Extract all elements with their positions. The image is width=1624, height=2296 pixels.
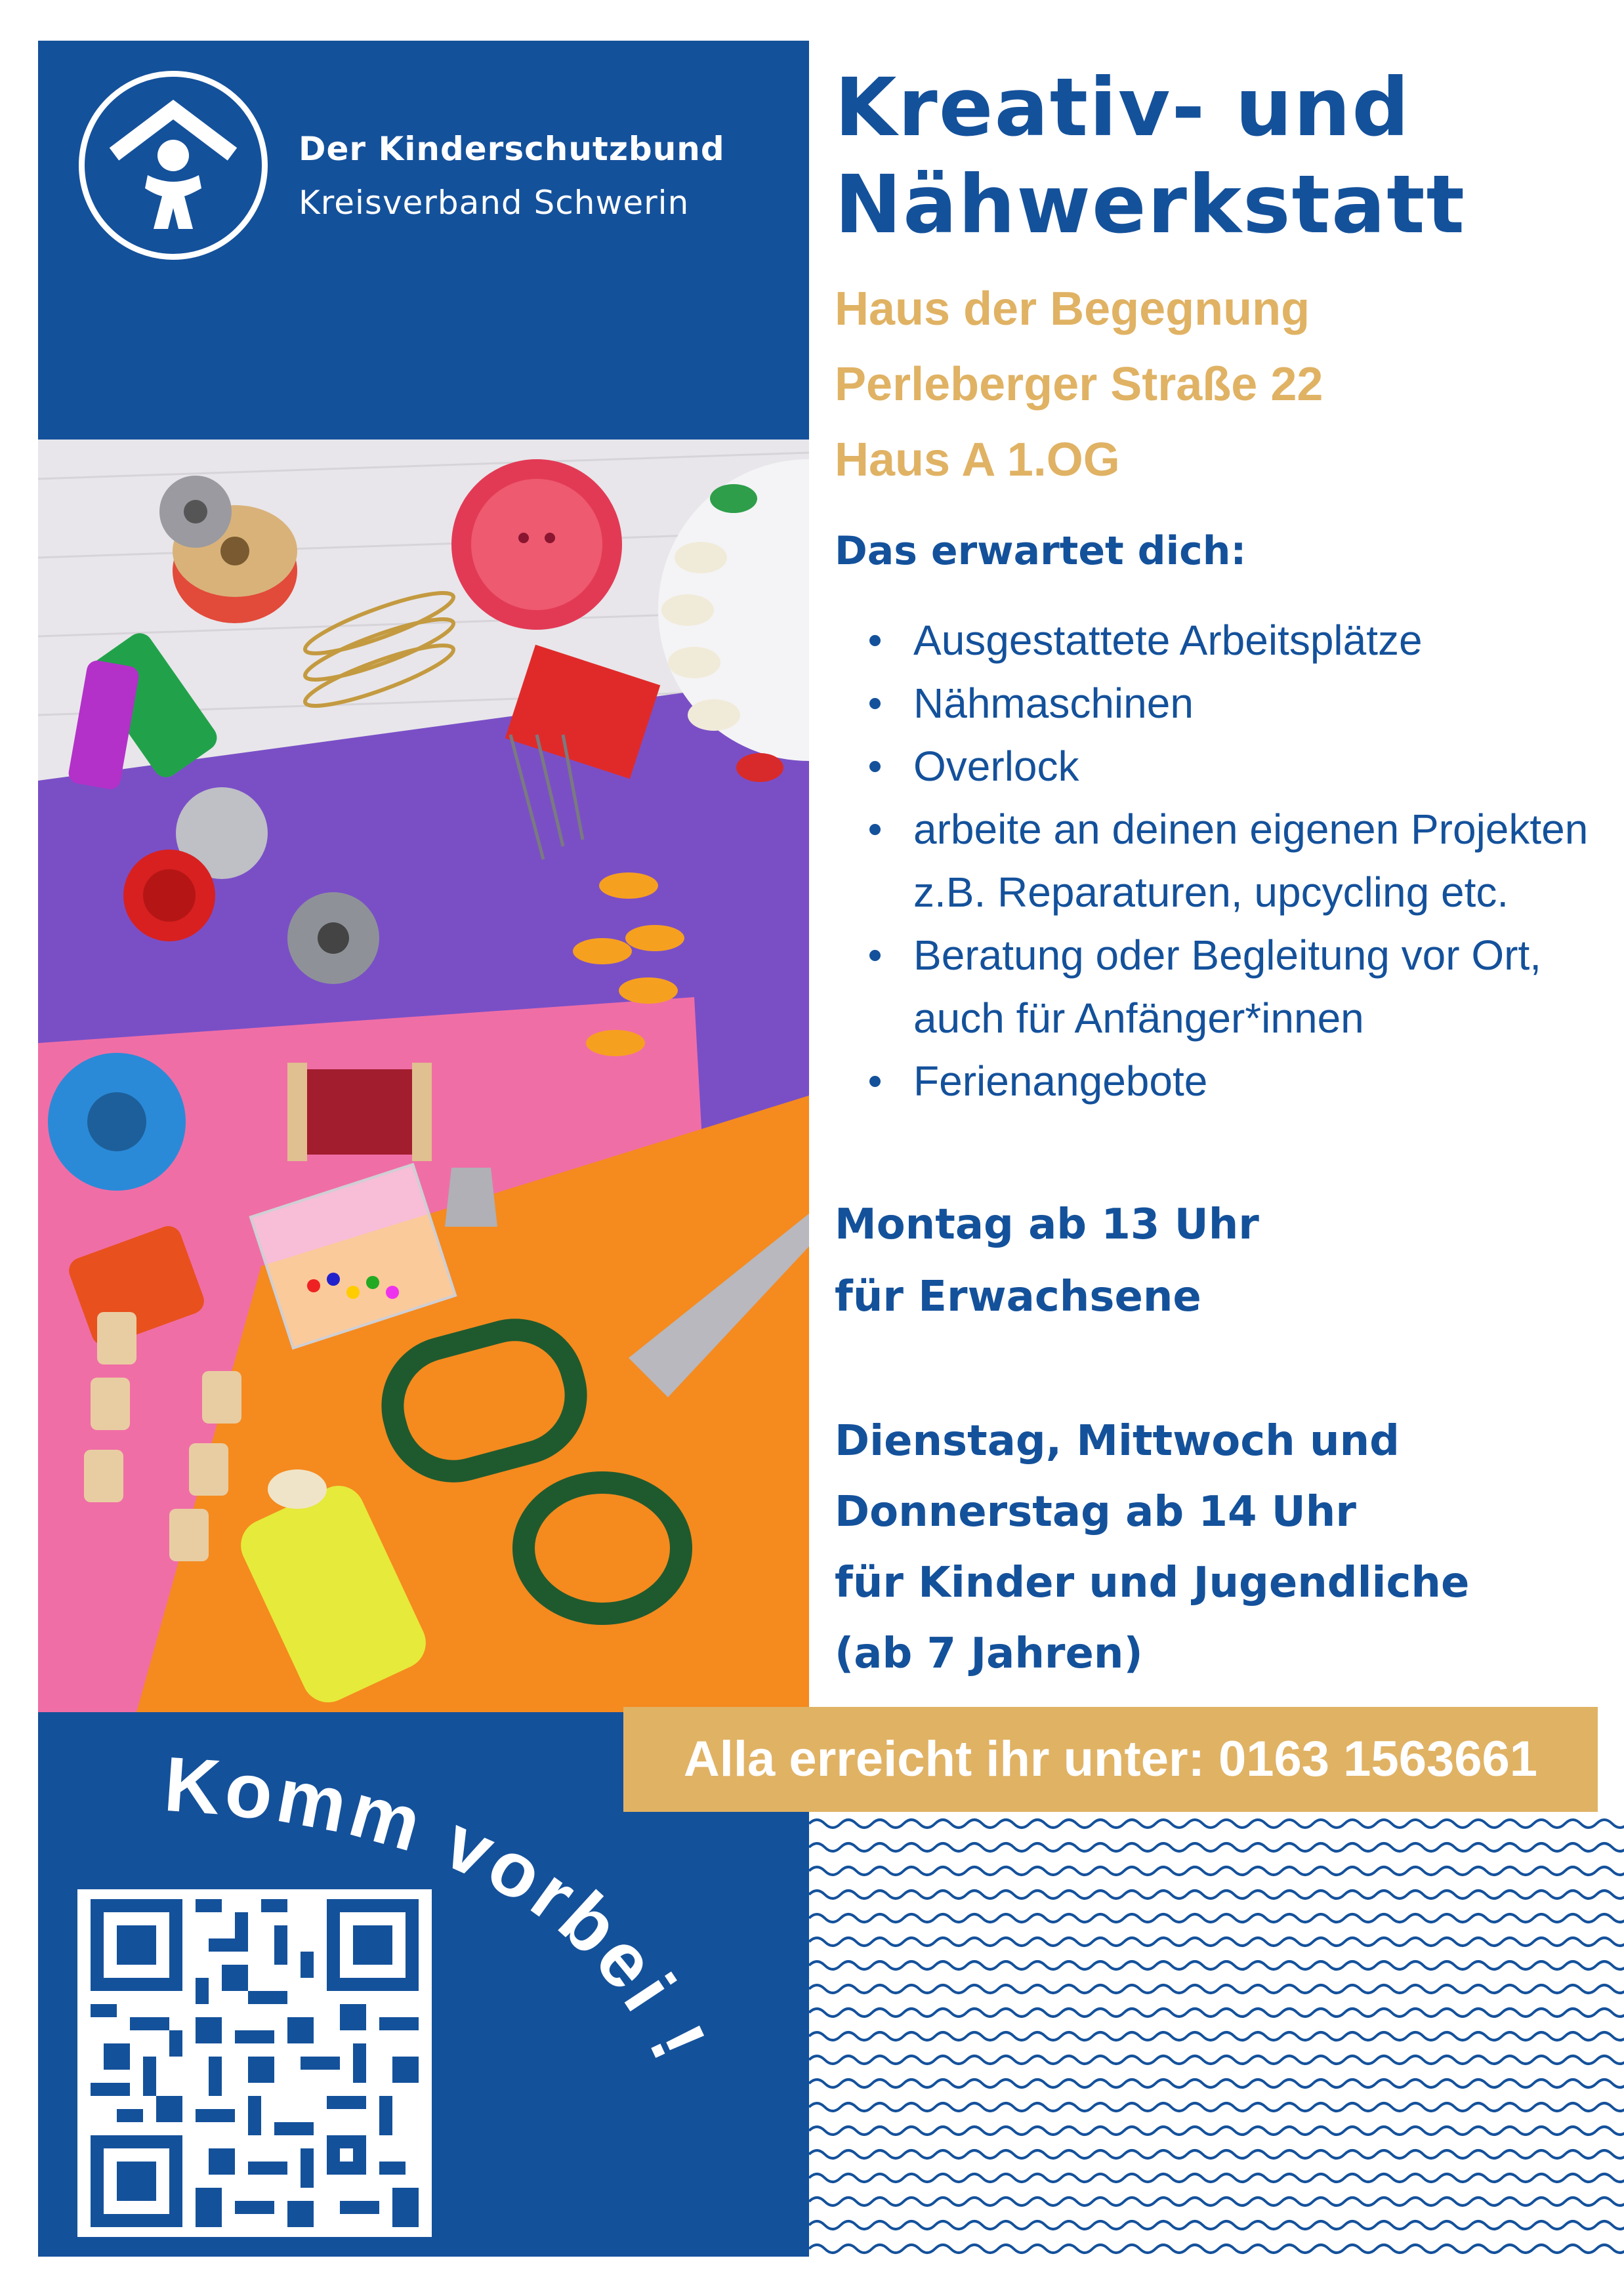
list-item: Nähmaschinen (866, 672, 1601, 735)
org-subtitle: Kreisverband Schwerin (299, 184, 690, 222)
wave-line (809, 2103, 1624, 2111)
wave-line (809, 2056, 1624, 2064)
wave-line (809, 1820, 1624, 1828)
list-item: arbeite an deinen eigenen Projekten z.B. Reparaturen, upcycling etc. (866, 798, 1601, 924)
wave-line (809, 1891, 1624, 1898)
kinderschutzbund-logo-icon (79, 71, 268, 260)
list-item: Ausgestattete Arbeitsplätze (866, 609, 1601, 672)
feature-list (866, 609, 1601, 1113)
wave-line (809, 2198, 1624, 2205)
page-title (835, 59, 1466, 253)
wave-line (809, 2174, 1624, 2182)
list-item: Beratung oder Begleitung vor Ort, auch für Anfänger*innen (866, 924, 1601, 1050)
schedule-adults-time: Montag ab 13 Uhr (835, 1200, 1259, 1249)
wave-line (809, 2245, 1624, 2253)
wave-line (809, 2150, 1624, 2158)
schedule-kids-line-2: Donnerstag ab 14 Uhr (835, 1488, 1356, 1536)
wave-line (809, 2080, 1624, 2087)
address-line-1: Haus der Begegnung (835, 283, 1310, 335)
contact-phone-link[interactable]: Alla erreicht ihr unter: 0163 1563661 (683, 1731, 1538, 1787)
wave-line (809, 1914, 1624, 1922)
expect-heading: Das erwartet dich: (835, 528, 1247, 574)
org-name: Der Kinderschutzbund (299, 130, 725, 168)
wave-pattern (809, 1817, 1624, 2270)
qr-code-icon[interactable] (77, 1889, 432, 2237)
address-line-2: Perleberger Straße 22 (835, 358, 1323, 411)
wave-line (809, 1867, 1624, 1875)
list-item: Overlock (866, 735, 1601, 798)
wave-line (809, 1985, 1624, 1993)
wave-line (809, 2032, 1624, 2040)
schedule-kids-line-4: (ab 7 Jahren) (835, 1630, 1143, 1678)
schedule-kids-line-1: Dienstag, Mittwoch und (835, 1417, 1400, 1466)
wave-line (809, 2221, 1624, 2229)
schedule-kids-line-3: für Kinder und Jugendliche (835, 1559, 1470, 1607)
wave-line (809, 1938, 1624, 1946)
schedule-adults-group: für Erwachsene (835, 1273, 1201, 1321)
sewing-supplies-photo (38, 440, 809, 1712)
wave-line (809, 2009, 1624, 2017)
wave-line (809, 1843, 1624, 1851)
list-item: Ferienangebote (866, 1050, 1601, 1113)
address-line-3: Haus A 1.OG (835, 434, 1120, 486)
wave-line (809, 1961, 1624, 1969)
wave-line (809, 2127, 1624, 2135)
slogan-text: Komm vorbei ! (161, 1740, 724, 2076)
title-line-1: Kreativ- und (835, 61, 1411, 154)
title-line-2: Nähwerkstatt (835, 158, 1466, 251)
